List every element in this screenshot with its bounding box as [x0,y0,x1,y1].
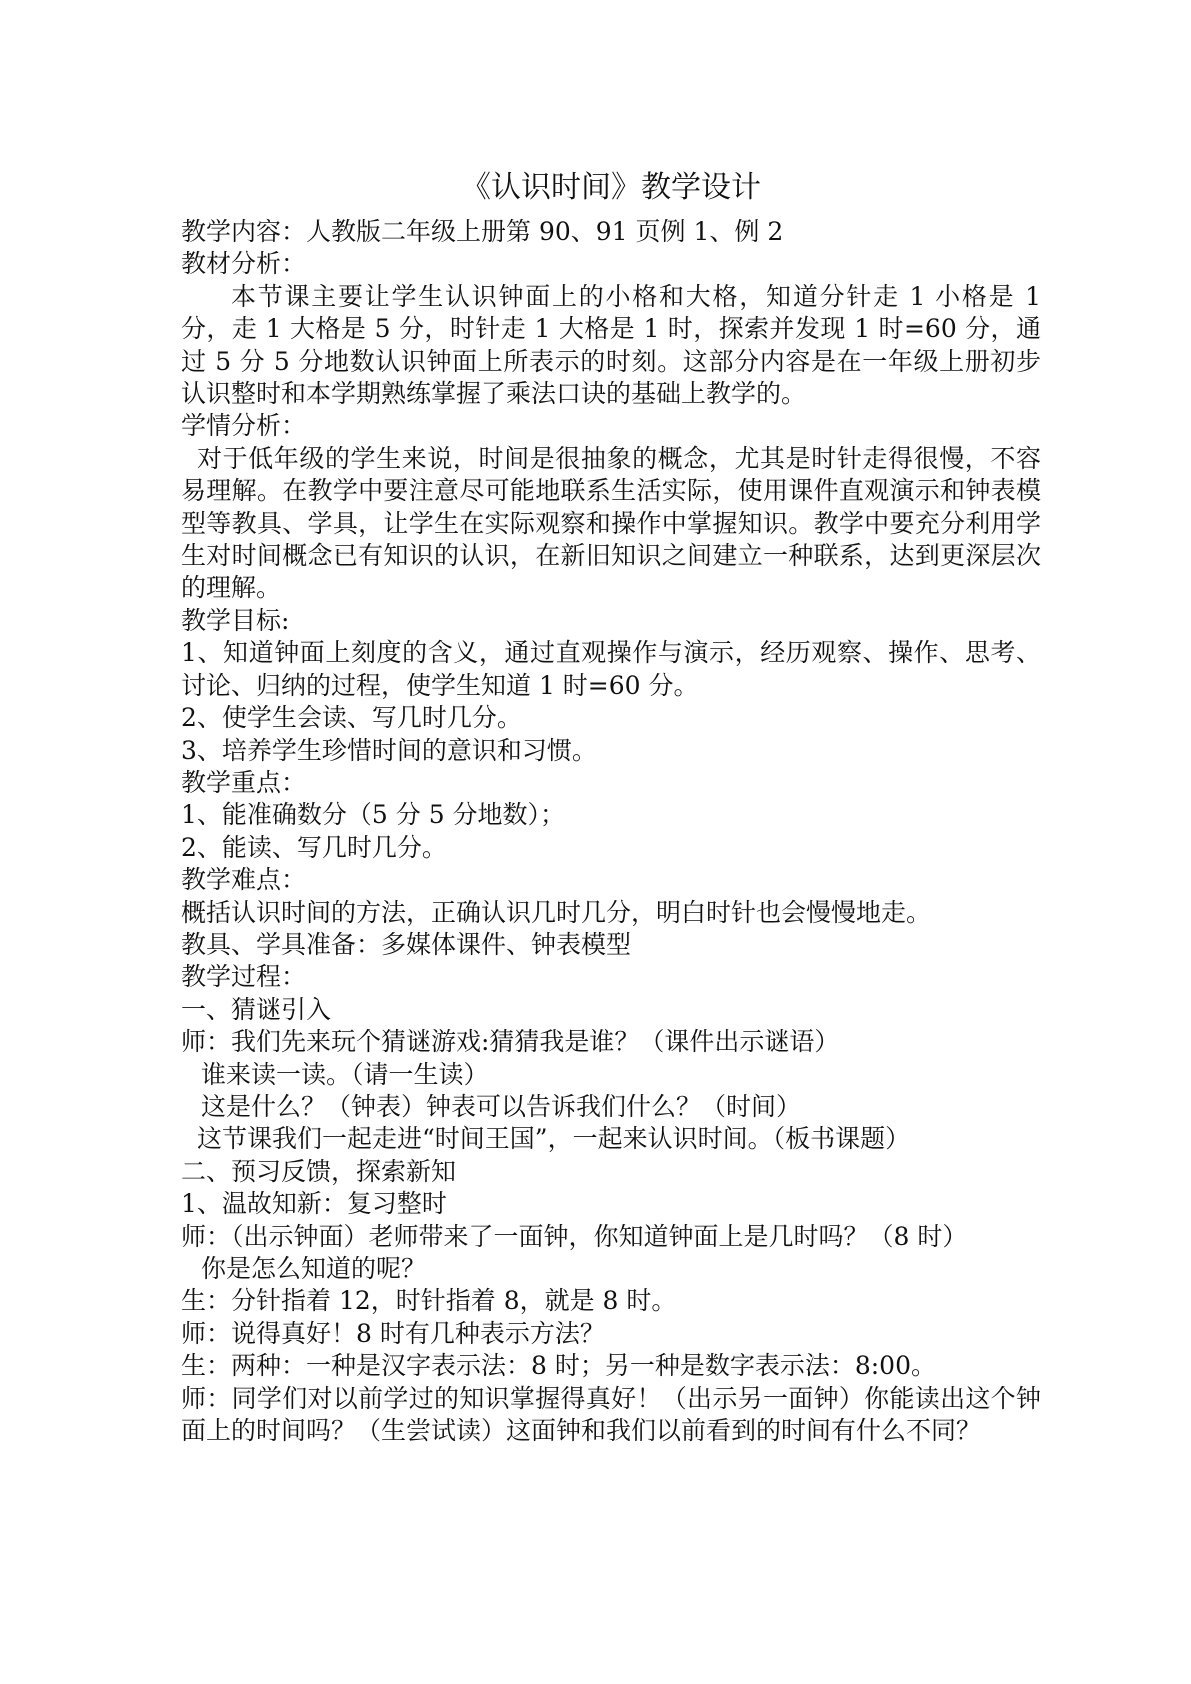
text-line: 谁来读一读。（请一生读） [201,1059,489,1089]
text-line: 教学重点： [181,767,307,797]
text-line: 师：说得真好！8 时有几种表示方法？ [181,1318,605,1348]
text-line: 一、猜谜引入 [181,994,332,1024]
text-line: 生：分针指着 12，时针指着 8，就是 8 时。 [181,1286,677,1316]
text-line: 师：我们先来玩个猜谜游戏:猜猜我是谁？（课件出示谜语） [181,1027,840,1057]
paragraph: 师：（出示钟面）老师带来了一面钟，你知道钟面上是几时吗？（8 时） [181,1221,968,1251]
text-line: 教学目标: [181,605,290,635]
text-line: 教学难点： [181,865,307,895]
text-line: 2、能读、写几时几分。 [181,832,447,862]
text-line: 2、使学生会读、写几时几分。 [181,703,522,733]
text-line: 学情分析： [181,411,307,441]
paragraph: 1、知道钟面上刻度的含义，通过直观操作与演示，经历观察、操作、思考、讨论、归纳的过程，使学生知道 1 时=60 分。 [181,638,1041,700]
text-line: 这是什么？（钟表）钟表可以告诉我们什么？（时间） [201,1091,802,1121]
text-line: 教具、学具准备：多媒体课件、钟表模型 [181,929,632,959]
page-title: 《认识时间》教学设计 [461,170,761,205]
document-body [181,216,1041,1447]
text-line: 概括认识时间的方法，正确认识几时几分，明白时针也会慢慢地走。 [181,897,932,927]
paragraph: 对于低年级的学生来说，时间是很抽象的概念，尤其是时针走得很慢，不容易理解。在教学中要注意尽可能地联系生活实际，使用课件直观演示和钟表模型等教具、学具，让学生在实际观察和操作中掌握知识。教学中要充分利用学生对时间概念已有知识的认识，在新旧知识之间建立一种联系，达到更深层次的理解。 [181,443,1041,603]
text-line: 教学过程： [181,962,307,992]
paragraph: 本节课主要让学生认识钟面上的小格和大格，知道分针走 1 小格是 1 分，走 1 大格是 5 分，时针走 1 大格是 1 时，探索并发现 1 时=60 分，通过 5 分 5 分地数认识钟面上所表示的时刻。这部分内容是在一年级上册初步认识整时和本学期熟练掌握了乘法口诀的基础上教学的。 [181,281,1041,409]
text-line: 1、温故知新：复习整时 [181,1189,447,1219]
text-line: 教材分析： [181,249,307,279]
text-line: 教学内容：人教版二年级上册第 90、91 页例 1、例 2 [181,217,784,246]
paragraph: 这节课我们一起走进“时间王国”，一起来认识时间。（板书课题） [197,1124,911,1154]
text-line: 1、能准确数分（5 分 5 分地数）； [181,800,566,830]
document-page [181,168,1041,1447]
text-line: 二、预习反馈，探索新知 [181,1156,457,1186]
text-line: 你是怎么知道的呢？ [201,1254,427,1283]
paragraph: 师：同学们对以前学过的知识掌握得真好！（出示另一面钟）你能读出这个钟面上的时间吗？（生尝试读）这面钟和我们以前看到的时间有什么不同？ [181,1383,1041,1446]
text-line: 3、培养学生珍惜时间的意识和习惯。 [181,735,597,765]
text-line: 生：两种：一种是汉字表示法：8 时；另一种是数字表示法：8:00。 [181,1351,936,1381]
